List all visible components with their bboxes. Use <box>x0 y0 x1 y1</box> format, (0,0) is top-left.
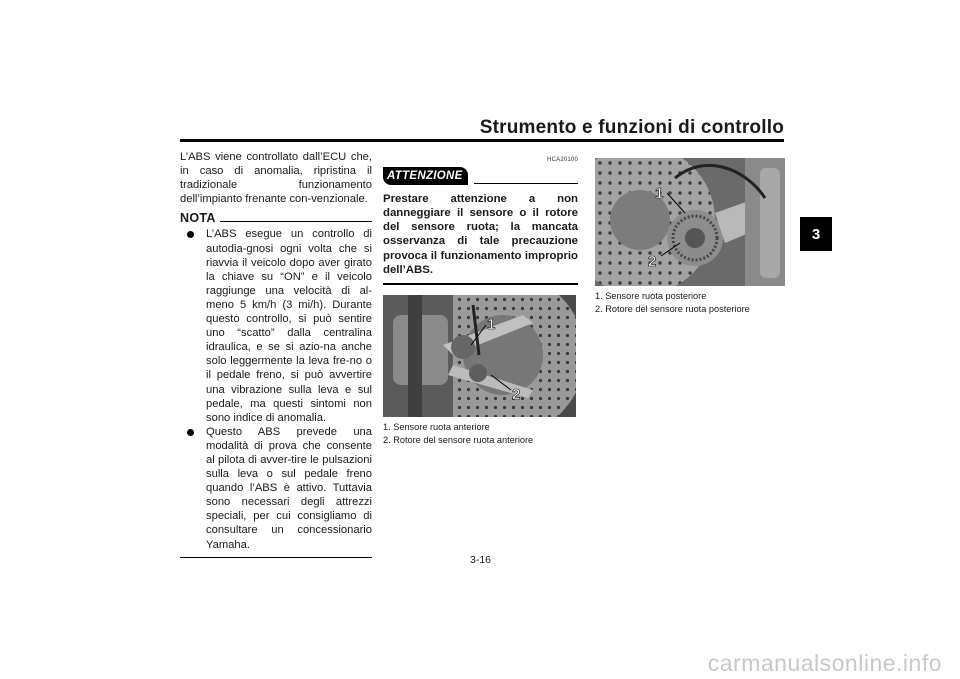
caption-item: 1. Sensore ruota anteriore <box>383 421 490 432</box>
caption-item: 1. Sensore ruota posteriore <box>595 291 707 301</box>
column-left <box>180 150 372 558</box>
attention-code: HCA20100 <box>547 157 578 163</box>
page-number: 3-16 <box>470 554 492 566</box>
front-figure-captions <box>383 421 578 447</box>
chapter-tab[interactable]: 3 <box>800 217 832 251</box>
caption-item: 2. Rotore del sensore ruota posteriore <box>595 303 750 314</box>
column-right <box>595 150 785 316</box>
front-callout-2: 2 <box>512 385 521 403</box>
nota-item <box>180 227 372 424</box>
attention-badge: ATTENZIONE <box>383 167 468 185</box>
rear-callout-2: 2 <box>648 253 657 270</box>
nota-header <box>180 211 372 225</box>
caption-item: 2. Rotore del sensore ruota anteriore <box>383 434 534 445</box>
nota-item-text: L’ABS esegue un controllo di autodia-gnosi ogni volta che si riavvia il veicolo dopo aver girato la chiave su “ON” e il veicolo raggiunge una velocità di al-meno 5 km/h (3 mi/h). Durante questo controllo, si può sentire uno “scatto” dalla centralina idraulica, e se si azio-na anche solo leggermente la leva fre-no o il pedale freno, si può avvertire una vibrazione sulla leva e sul pedale, ma questi sintomi non sono indice di anomalia. <box>206 228 372 424</box>
attention-end-rule <box>383 283 578 285</box>
rear-figure-captions <box>595 290 785 316</box>
intro-paragraph: L’ABS viene controllato dall’ECU che, in caso di anomalia, ripristina il tradizionale funzionamento dell’impianto frenante con-venzionale. <box>180 151 372 206</box>
rear-callout-1: 1 <box>655 185 664 202</box>
nota-end-rule <box>180 557 372 558</box>
bullet-icon <box>187 231 194 238</box>
front-callout-1: 1 <box>487 315 496 333</box>
nota-list <box>180 227 372 551</box>
column-middle <box>383 150 578 446</box>
front-wheel-sensor-photo <box>383 295 576 417</box>
header-rule <box>180 139 784 142</box>
attention-rule <box>474 183 578 184</box>
nota-item-text: Questo ABS prevede una modalità di prova che consente al pilota di avver-tire le pulsazioni sulla leva o sul pedale freno quando l’ABS è attivo. Tuttavia sono necessari degli attrezzi speciali, per cui consigliamo di consultare un concessionario Yamaha. <box>206 425 372 551</box>
page-header-title: Strumento e funzioni di controllo <box>479 117 784 138</box>
bullet-icon <box>187 429 194 436</box>
attention-header <box>383 167 578 185</box>
nota-item <box>180 425 372 552</box>
attention-text: Prestare attenzione a non danneggiare il sensore o il rotore del sensore ruota; la mancata osservanza di tale precauzione provoca il funzionamento improprio dell’ABS. <box>383 193 578 276</box>
rear-wheel-sensor-photo <box>595 158 785 286</box>
watermark: carmanualsonline.info <box>707 650 942 676</box>
nota-label: NOTA <box>180 211 216 226</box>
nota-rule <box>220 221 372 222</box>
